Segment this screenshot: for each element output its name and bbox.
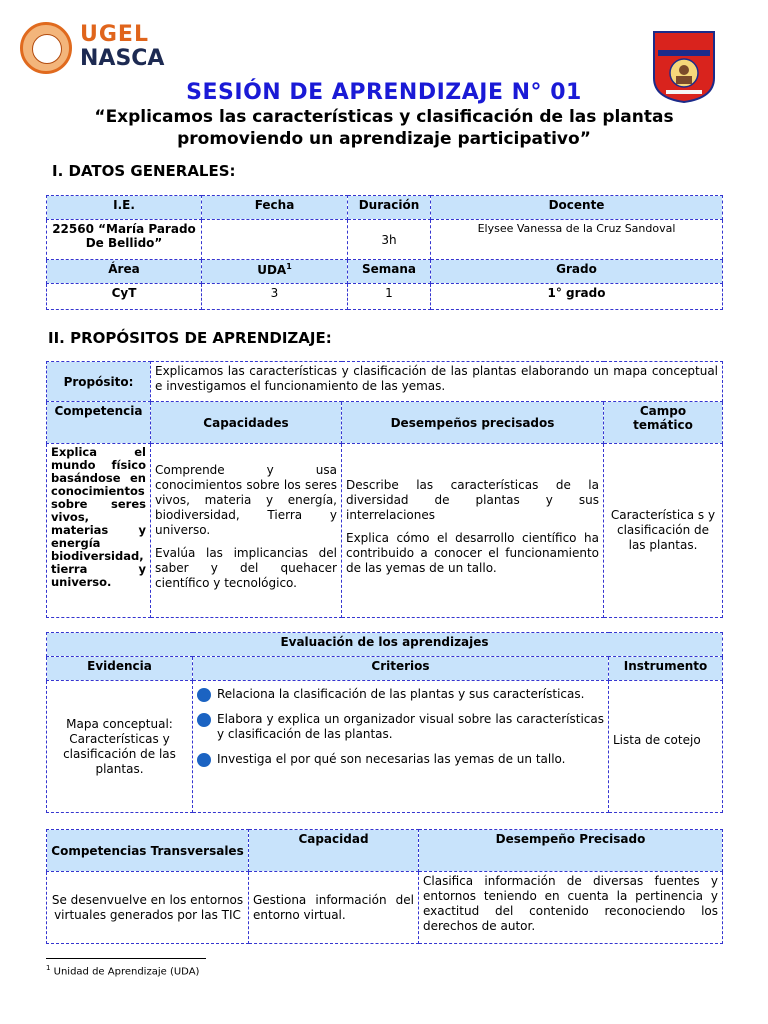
header-semana: Semana <box>348 260 431 284</box>
desempeno-1: Describe las características de la diversidad de plantas y sus interrelaciones <box>346 477 599 522</box>
ugel-logo-text: UGEL <box>80 22 149 47</box>
cell-campo-tematico: Característica s y clasificación de las plantas. <box>604 444 723 618</box>
header-instrumento: Instrumento <box>609 657 723 681</box>
header-competencias-transversales: Competencias Transversales <box>47 830 249 872</box>
datos-generales-table <box>46 195 723 310</box>
propositos-table <box>46 361 723 618</box>
cell-grado: 1° grado <box>431 284 723 310</box>
transversales-table <box>46 829 723 944</box>
header-competencia: Competencia <box>47 402 151 444</box>
header-desempenos: Desempeños precisados <box>342 402 604 444</box>
header-uda: UDA$^1$ <box>202 260 348 284</box>
section-propositos-heading: II. PROPÓSITOS DE APRENDIZAJE: <box>48 329 332 347</box>
header-area: Área <box>47 260 202 284</box>
proposito-label: Propósito: <box>47 362 151 402</box>
header-campo-tematico: Campo temático <box>604 402 723 444</box>
page-subtitle: “Explicamos las características y clasificación de las plantas promoviendo un aprendizaje participativo” <box>94 107 674 149</box>
evaluacion-title: Evaluación de los aprendizajes <box>47 633 723 657</box>
header-fecha: Fecha <box>202 196 348 220</box>
page-title: SESIÓN DE APRENDIZAJE N° 01 <box>186 80 582 105</box>
header-capacidad: Capacidad <box>249 830 419 872</box>
cell-duracion: 3h <box>348 220 431 260</box>
cell-uda: 3 <box>202 284 348 310</box>
bullet-icon <box>197 713 211 727</box>
cell-desempeno-transversal: Clasifica información de diversas fuentes y entornos teniendo en cuenta la pertinencia y exactitud del contenido reconociendo los derechos de autor. <box>419 872 723 944</box>
ugel-seal-logo <box>20 22 72 74</box>
criterio-item: Elabora y explica un organizador visual sobre las características y clasificación de las plantas. <box>197 712 604 742</box>
cell-semana: 1 <box>348 284 431 310</box>
header-ie: I.E. <box>47 196 202 220</box>
cell-capacidades <box>151 444 342 618</box>
cell-competencia: Explica el mundo físico basándose en conocimientos sobre seres vivos, materias y energía biodiversidad, tierra y universo. <box>47 444 151 618</box>
header-grado: Grado <box>431 260 723 284</box>
footnote-divider <box>46 958 206 959</box>
bullet-icon <box>197 688 211 702</box>
cell-desempenos <box>342 444 604 618</box>
cell-docente: Elysee Vanessa de la Cruz Sandoval <box>431 220 723 260</box>
section-datos-generales-heading: I. DATOS GENERALES: <box>52 162 236 180</box>
cell-evidencia: Mapa conceptual: Características y clasificación de las plantas. <box>47 681 193 813</box>
header-desempeno-precisado: Desempeño Precisado <box>419 830 723 872</box>
header-capacidades: Capacidades <box>151 402 342 444</box>
cell-capacidad-transversal: Gestiona información del entorno virtual. <box>249 872 419 944</box>
proposito-text: Explicamos las características y clasificación de las plantas elaborando un mapa conceptual e investigamos el funcionamiento de las yemas. <box>151 362 723 402</box>
capacidad-2: Evalúa las implicancias del saber y del quehacer científico y tecnológico. <box>155 545 337 590</box>
nasca-logo-text: NASCA <box>80 46 165 71</box>
bullet-icon <box>197 753 211 767</box>
header-docente: Docente <box>431 196 723 220</box>
cell-instrumento: Lista de cotejo <box>609 681 723 813</box>
header-duracion: Duración <box>348 196 431 220</box>
capacidad-1: Comprende y usa conocimientos sobre los seres vivos, materia y energía, biodiversidad, Tierra y universo. <box>155 462 337 537</box>
cell-ie: 22560 “María Parado De Bellido” <box>47 220 202 260</box>
footnote: $^1$ Unidad de Aprendizaje (UDA) <box>46 964 200 978</box>
desempeno-2: Explica cómo el desarrollo científico ha contribuido a conocer el funcionamiento de las yemas de un tallo. <box>346 530 599 575</box>
cell-area: CyT <box>47 284 202 310</box>
cell-competencia-transversal: Se desenvuelve en los entornos virtuales generados por las TIC <box>47 872 249 944</box>
header-criterios: Criterios <box>193 657 609 681</box>
cell-criterios <box>193 681 609 813</box>
criterio-item: Investiga el por qué son necesarias las yemas de un tallo. <box>197 752 604 767</box>
header-evidencia: Evidencia <box>47 657 193 681</box>
evaluacion-table <box>46 632 723 813</box>
cell-fecha <box>202 220 348 260</box>
criterio-item: Relaciona la clasificación de las plantas y sus características. <box>197 687 604 702</box>
